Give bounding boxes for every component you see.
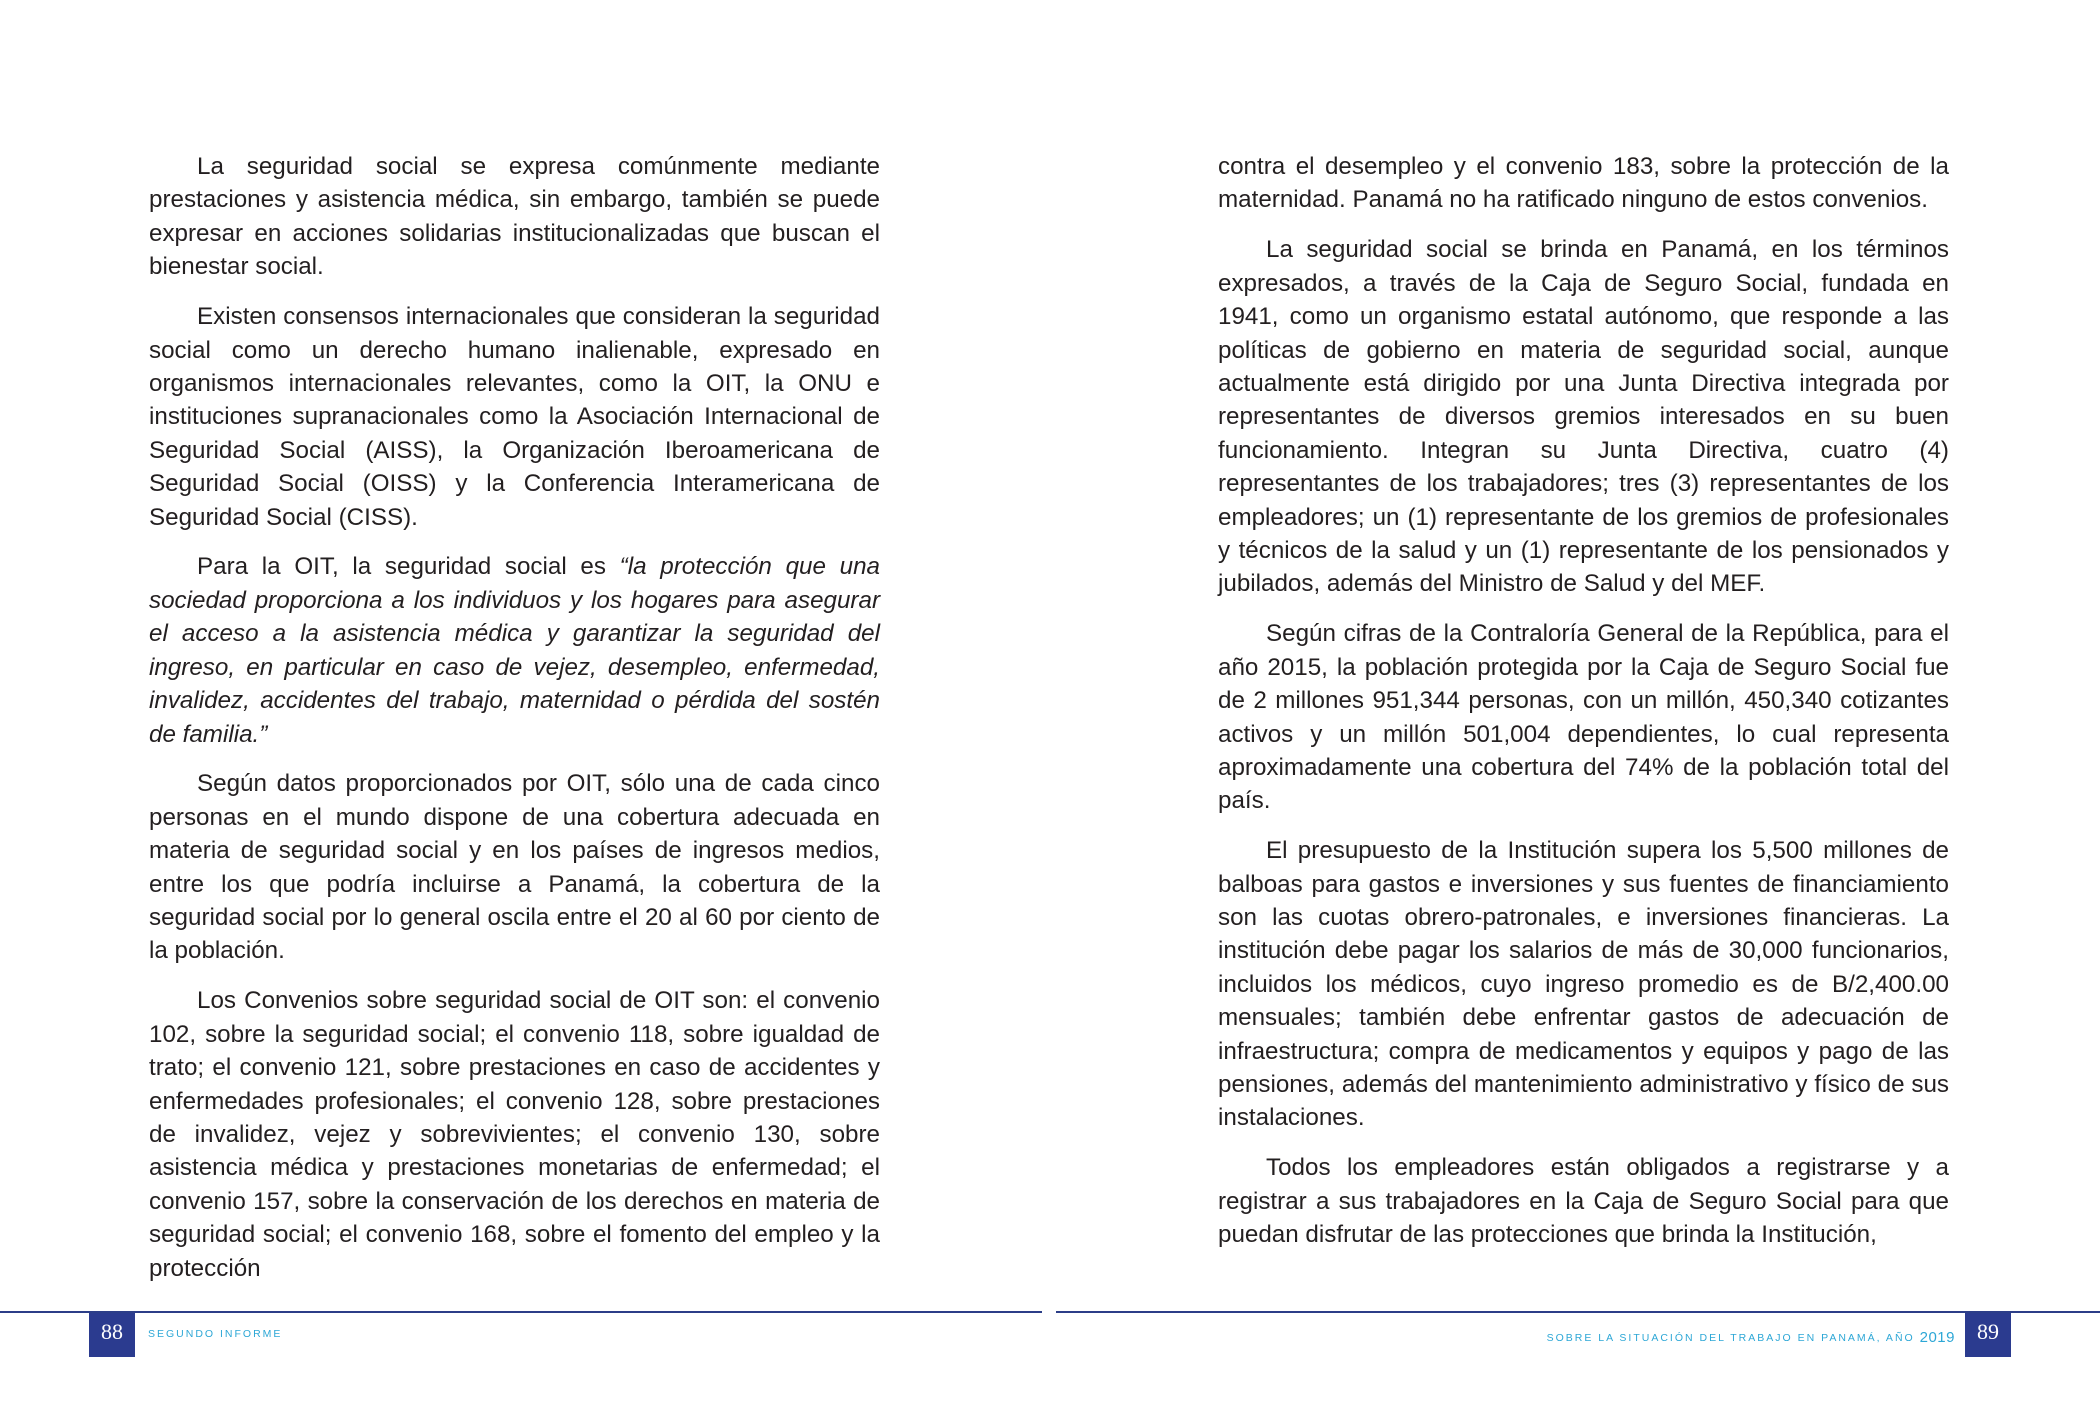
body-paragraph — [1218, 617, 1949, 817]
right-footer-rule — [1056, 1311, 2100, 1313]
body-paragraph — [1218, 233, 1949, 600]
body-paragraph — [149, 150, 880, 284]
right-footer-label: SOBRE LA SITUACIÓN DEL TRABAJO EN PANAMÁ, AÑO — [1546, 1332, 1915, 1344]
body-paragraph — [149, 767, 880, 967]
body-paragraph — [1218, 150, 1949, 217]
paragraph-text: Para la OIT, la seguridad social es — [197, 553, 620, 581]
paragraph-text: La seguridad social se expresa comúnmente mediante prestaciones y asistencia médica, sin embargo, también se puede expresar en acciones solidarias institucionalizadas que buscan el bienestar social. — [149, 153, 880, 281]
paragraph-text: Según datos proporcionados por OIT, sólo una de cada cinco personas en el mundo dispone de una cobertura adecuada en materia de seguridad social y en los países de ingresos medios, entre los que podría incluirse a Panamá, la cobertura de la seguridad social por lo general oscila entre el 20 al 60 por ciento de la población. — [149, 770, 880, 965]
paragraph-text: Todos los empleadores están obligados a registrarse y a registrar a sus trabajadores en la Caja de Seguro Social para que puedan disfrutar de las protecciones que brinda la Institución, — [1218, 1154, 1949, 1249]
body-paragraph — [1218, 1151, 1949, 1251]
left-footer-rule — [0, 1311, 1042, 1313]
footer-year: 2019 — [1919, 1329, 1955, 1346]
paragraph-text: Existen consensos internacionales que consideran la seguridad social como un derecho humano inalienable, expresado en organismos internacionales relevantes, como la OIT, la ONU e instituciones supranacionales como la Asociación Internacional de Seguridad Social (AISS), la Organización Iberoamericana de Seguridad Social (OISS) y la Conferencia Interamericana de Seguridad Social (CISS). — [149, 303, 880, 531]
right-page-body — [1218, 150, 1949, 1268]
left-page-body — [149, 150, 880, 1302]
paragraph-text: contra el desempleo y el convenio 183, sobre la protección de la maternidad. Panamá no ha ratificado ninguno de estos convenios. — [1218, 153, 1949, 214]
left-page-number: 88 — [89, 1313, 135, 1357]
paragraph-text: El presupuesto de la Institución supera los 5,500 millones de balboas para gastos e inversiones y sus fuentes de financiamiento son las cuotas obrero-patronales, e inversiones financieras. La institución debe pagar los salarios de más de 30,000 funcionarios, incluidos los médicos, cuyo ingreso promedio es de B/2,400.00 mensuales; también debe enfrentar gastos de adecuación de infraestructura; compra de medicamentos y equipos y pago de las pensiones, además del mantenimiento administrativo y físico de sus instalaciones. — [1218, 837, 1949, 1132]
body-paragraph — [1218, 834, 1949, 1135]
body-paragraph — [149, 984, 880, 1285]
paragraph-text: Según cifras de la Contraloría General de la República, para el año 2015, la población protegida por la Caja de Seguro Social fue de 2 millones 951,344 personas, con un millón, 450,340 cotizantes activos y un millón 501,004 dependientes, lo cual representa aproximadamente una cobertura del 74% de la población total del país. — [1218, 620, 1949, 815]
right-running-footer — [1547, 1328, 1955, 1345]
paragraph-text: La seguridad social se brinda en Panamá, en los términos expresados, a través de la Caja de Seguro Social, fundada en 1941, como un organismo estatal autónomo, que responde a las políticas de gobierno en materia de seguridad social, aunque actualmente está dirigido por una Junta Directiva integrada por representantes de diversos gremios interesados en su buen funcionamiento. Integran su Junta Directiva, cuatro (4) representantes de los trabajadores; tres (3) representantes de los empleadores; un (1) representante de los gremios de profesionales y técnicos de la salud y un (1) representante de los pensionados y jubilados, además del Ministro de Salud y del MEF. — [1218, 236, 1949, 598]
paragraph-text: Los Convenios sobre seguridad social de OIT son: el convenio 102, sobre la seguridad social; el convenio 118, sobre igualdad de trato; el convenio 121, sobre prestaciones en caso de accidentes y enfermedades profesionales; el convenio 128, sobre prestaciones de invalidez, vejez y sobrevivientes; el convenio 130, sobre asistencia médica y prestaciones monetarias de enfermedad; el convenio 157, sobre la conservación de los derechos en materia de seguridad social; el convenio 168, sobre el fomento del empleo y la protección — [149, 987, 880, 1282]
left-running-footer: SEGUNDO INFORME — [148, 1328, 283, 1340]
right-page-number: 89 — [1965, 1313, 2011, 1357]
body-paragraph — [149, 300, 880, 534]
quoted-definition: “la protección que una sociedad proporciona a los individuos y los hogares para asegurar el acceso a la asistencia médica y garantizar la seguridad del ingreso, en particular en caso de vejez, desempleo, enfermedad, invalidez, accidentes del trabajo, maternidad o pérdida del sostén de familia.” — [149, 553, 880, 748]
body-paragraph — [149, 550, 880, 750]
